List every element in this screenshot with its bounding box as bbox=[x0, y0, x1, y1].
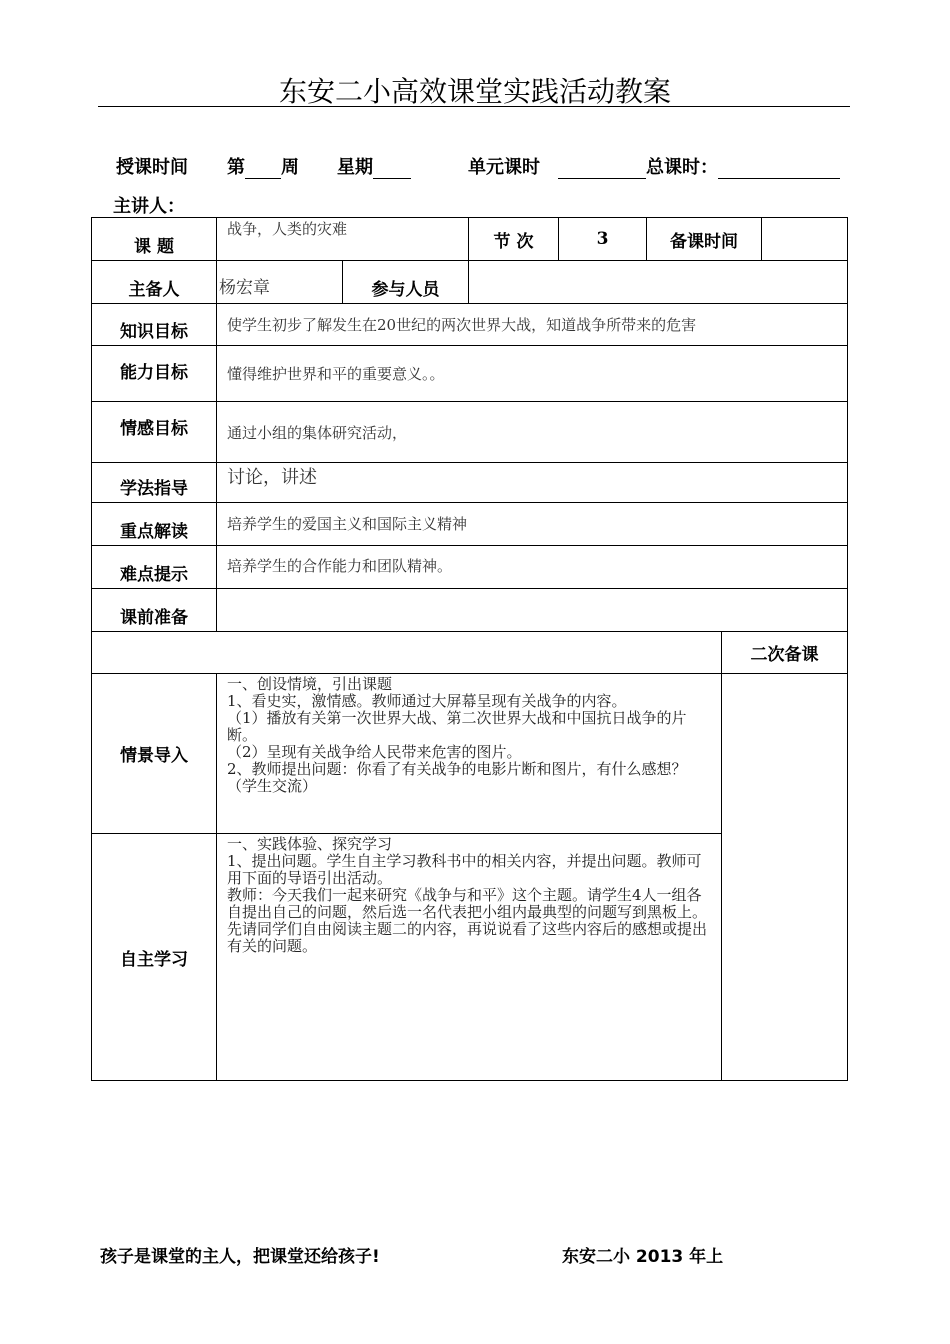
total-hours-blank bbox=[718, 158, 840, 179]
self-study-line: 教师：今天我们一起来研究《战争与和平》这个主题。请学生4人一组各自提出自己的问题，然后选一名代表把小组内最典型的问题写到黑板上。先请同学们自由阅读主题二的内容，再说说看了这些内容后的感想或提出有关的问题。 bbox=[227, 886, 708, 955]
footer-school-term: 东安二小 2013 年上 bbox=[562, 1247, 724, 1267]
self-study-line: 一、实践体验、探究学习 bbox=[227, 835, 393, 853]
key-points-row bbox=[92, 503, 848, 546]
participants-label: 参与人员 bbox=[343, 261, 469, 304]
scene-row bbox=[92, 674, 848, 834]
topic-value: 战争，人类的灾难 bbox=[217, 218, 469, 261]
weekday-label: 星期 bbox=[337, 157, 373, 178]
document-title: 东安二小高效课堂实践活动教案 bbox=[278, 75, 671, 108]
lesson-plan-table bbox=[91, 217, 848, 1081]
difficulty-row bbox=[92, 546, 848, 589]
presenter-label: 主讲人： bbox=[113, 196, 185, 217]
ability-goal-row bbox=[92, 346, 848, 402]
prep-time-label: 备课时间 bbox=[647, 218, 762, 261]
key-points-label: 重点解读 bbox=[92, 503, 217, 546]
preparation-row bbox=[92, 589, 848, 632]
method-value: 讨论，讲述 bbox=[217, 463, 848, 503]
weekday-blank bbox=[373, 158, 411, 179]
method-label: 学法指导 bbox=[92, 463, 217, 503]
method-row bbox=[92, 463, 848, 503]
self-study-text bbox=[217, 834, 721, 955]
scene-line: 一、创设情境，引出课题 bbox=[227, 675, 393, 693]
scene-line: 1、看史实，激情感。教师通过大屏幕呈现有关战争的内容。 bbox=[227, 692, 627, 710]
preparation-label: 课前准备 bbox=[92, 589, 217, 632]
session-label: 节 次 bbox=[469, 218, 559, 261]
prep-time-value bbox=[762, 218, 848, 261]
difficulty-label: 难点提示 bbox=[92, 546, 217, 589]
knowledge-goal-row bbox=[92, 304, 848, 346]
class-time-label: 授课时间 bbox=[116, 157, 188, 178]
knowledge-goal-value: 使学生初步了解发生在20世纪的两次世界大战，知道战争所带来的危害 bbox=[217, 304, 848, 346]
preparer-row bbox=[92, 261, 848, 304]
unit-hours-label: 单元课时 bbox=[468, 157, 540, 178]
self-study-content bbox=[217, 834, 722, 1081]
second-prep-content bbox=[722, 674, 848, 1081]
unit-hours-field bbox=[558, 153, 840, 179]
scene-text bbox=[217, 674, 721, 795]
title-underline bbox=[98, 106, 850, 107]
scene-label: 情景导入 bbox=[92, 674, 217, 834]
weekday-field bbox=[337, 153, 411, 179]
unit-hours-blank bbox=[558, 158, 646, 179]
participants-value bbox=[469, 261, 848, 304]
week-suffix: 周 bbox=[281, 157, 299, 178]
week-blank bbox=[245, 158, 281, 179]
topic-row bbox=[92, 218, 848, 261]
main-preparer-label: 主备人 bbox=[92, 261, 217, 304]
second-prep-header-row bbox=[92, 632, 848, 674]
week-field bbox=[227, 153, 299, 179]
scene-content bbox=[217, 674, 722, 834]
scene-line: （1）播放有关第一次世界大战、第二次世界大战和中国抗日战争的片断。 bbox=[227, 709, 687, 744]
topic-label: 课 题 bbox=[92, 218, 217, 261]
main-preparer-value: 杨宏章 bbox=[217, 261, 343, 304]
blank-header-cell bbox=[92, 632, 722, 674]
emotion-goal-label: 情感目标 bbox=[92, 402, 217, 463]
second-prep-label: 二次备课 bbox=[722, 632, 848, 674]
difficulty-value: 培养学生的合作能力和团队精神。 bbox=[217, 546, 848, 589]
ability-goal-label: 能力目标 bbox=[92, 346, 217, 402]
self-study-line: 1、提出问题。学生自主学习教科书中的相关内容，并提出问题。教师可用下面的导语引出活动。 bbox=[227, 852, 702, 887]
key-points-value: 培养学生的爱国主义和国际主义精神 bbox=[217, 503, 848, 546]
self-study-label: 自主学习 bbox=[92, 834, 217, 1081]
scene-line: （2）呈现有关战争给人民带来危害的图片。 bbox=[227, 743, 522, 761]
total-hours-label: 总课时： bbox=[646, 157, 718, 178]
session-value: 3 bbox=[559, 218, 647, 261]
ability-goal-value: 懂得维护世界和平的重要意义。。 bbox=[217, 346, 848, 402]
scene-line: 2、教师提出问题：你看了有关战争的电影片断和图片，有什么感想？（学生交流） bbox=[227, 760, 687, 795]
preparation-value bbox=[217, 589, 848, 632]
emotion-goal-row bbox=[92, 402, 848, 463]
knowledge-goal-label: 知识目标 bbox=[92, 304, 217, 346]
footer-motto: 孩子是课堂的主人，把课堂还给孩子! bbox=[100, 1247, 380, 1267]
week-prefix: 第 bbox=[227, 157, 245, 178]
emotion-goal-value: 通过小组的集体研究活动， bbox=[217, 402, 848, 463]
